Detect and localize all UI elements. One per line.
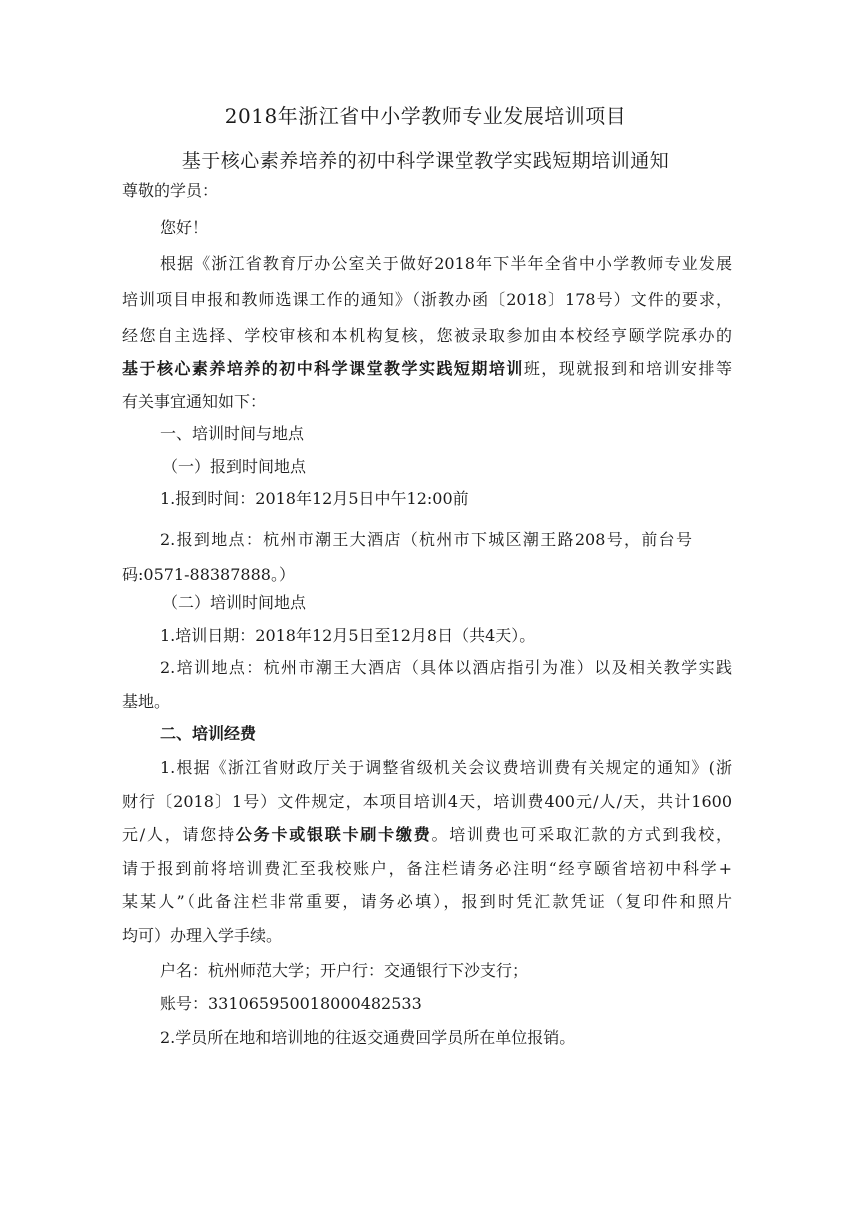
program-name: 基于核心素养培养的初中科学课堂教学实践短期培训 <box>122 359 524 378</box>
fee-line <box>122 825 732 845</box>
list-item: 基地。 <box>122 692 171 711</box>
list-item: 1.报到时间：2018年12月5日中午12:00前 <box>160 489 469 508</box>
subsection-heading: （二）培训时间地点 <box>162 593 307 612</box>
intro-line: 有关事宜通知如下： <box>122 392 267 411</box>
intro-line: 培训项目申报和教师选课工作的通知》（浙教办函〔2018〕178号）文件的要求， <box>122 290 732 309</box>
account-name: 户名：杭州师范大学；开户行：交通银行下沙支行； <box>160 961 529 980</box>
fee-text: 。培训费也可采取汇款的方式到我校， <box>431 825 732 844</box>
account-number: 账号：331065950018000482533 <box>160 994 422 1013</box>
fee-line: 财行〔2018〕1号）文件规定，本项目培训4天，培训费400元/人/天，共计1600 <box>122 792 732 811</box>
fee-line: 均可）办理入学手续。 <box>122 926 283 945</box>
fee-line: 某某人”（此备注栏非常重要，请务必填），报到时凭汇款凭证（复印件和照片 <box>122 892 732 911</box>
salutation: 尊敬的学员： <box>122 181 219 200</box>
intro-line: 根据《浙江省教育厅办公室关于做好2018年下半年全省中小学教师专业发展 <box>160 254 732 273</box>
intro-text: 班，现就报到和培训安排等 <box>523 359 732 378</box>
list-item: 码:0571-88387888。） <box>122 565 295 584</box>
page-subtitle: 基于核心素养培养的初中科学课堂教学实践短期培训通知 <box>181 150 670 172</box>
subsection-heading: （一）报到时间地点 <box>162 457 307 476</box>
list-item: 2.报到地点：杭州市潮王大酒店（杭州市下城区潮王路208号，前台号 <box>160 530 692 549</box>
payment-method: 公务卡或银联卡刷卡缴费 <box>235 825 432 844</box>
fee-line: 1.根据《浙江省财政厅关于调整省级机关会议费培训费有关规定的通知》(浙 <box>160 758 732 777</box>
list-item: 2.培训地点：杭州市潮王大酒店（具体以酒店指引为准）以及相关教学实践 <box>160 658 732 677</box>
greeting: 您好！ <box>160 218 209 237</box>
section-heading: 二、培训经费 <box>160 724 257 743</box>
section-heading: 一、培训时间与地点 <box>160 424 305 443</box>
fee-line: 请于报到前将培训费汇至我校账户，备注栏请务必注明“经亨颐省培初中科学+ <box>122 859 732 878</box>
fee-line: 2.学员所在地和培训地的往返交通费回学员所在单位报销。 <box>160 1028 576 1047</box>
intro-line <box>122 359 732 379</box>
fee-text: 元/人，请您持 <box>122 825 236 844</box>
page-title: 2018年浙江省中小学教师专业发展培训项目 <box>224 104 627 128</box>
list-item: 1.培训日期：2018年12月5日至12月8日（共4天）。 <box>160 626 536 645</box>
intro-line: 经您自主选择、学校审核和本机构复核，您被录取参加由本校经亨颐学院承办的 <box>122 326 732 345</box>
